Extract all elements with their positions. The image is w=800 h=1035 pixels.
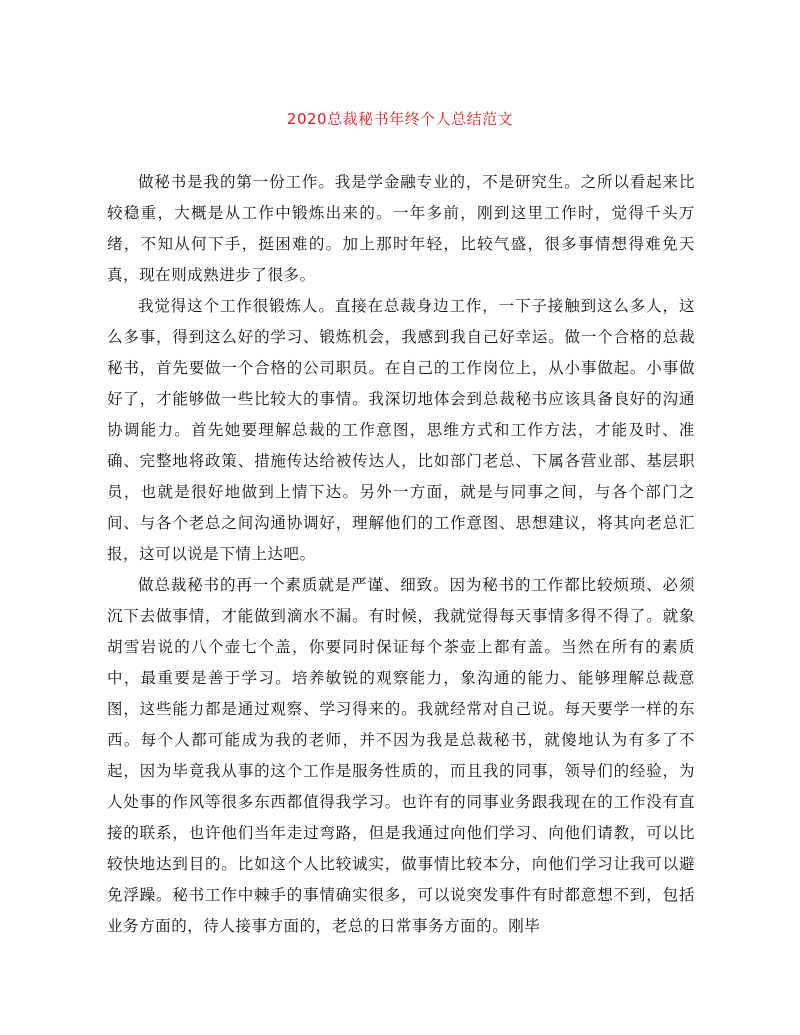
body-paragraph: 做秘书是我的第一份工作。我是学金融专业的，不是研究生。之所以看起来比较稳重，大概是从工作中锻炼出来的。一年多前，刚到这里工作时，觉得千头万绪，不知从何下手，挺困难的。加上那时年轻，比较气盛，很多事情想得难免天真，现在则成熟进步了很多。 (107, 173, 695, 284)
body-paragraph: 我觉得这个工作很锻炼人。直接在总裁身边工作，一下子接触到这么多人，这么多事，得到这么好的学习、锻炼机会，我感到我自己好幸运。做一个合格的总裁秘书，首先要做一个合格的公司职员。在自己的工作岗位上，从小事做起。小事做好了，才能够做一些比较大的事情。我深切地体会到总裁秘书应该具备良好的沟通协调能力。首先她要理解总裁的工作意图，思维方式和工作方法，才能及时、准确、完整地将政策、措施传达给被传达人，比如部门老总、下属各营业部、基层职员，也就是很好地做到上情下达。另外一方面，就是与同事之间，与各个部门之间、与各个老总之间沟通协调好，理解他们的工作意图、思想建议，将其向老总汇报，这可以说是下情上达吧。 (107, 297, 695, 563)
document-title: 2020总裁秘书年终个人总结范文 (286, 110, 514, 128)
document-body (107, 167, 695, 942)
body-paragraph: 做总裁秘书的再一个素质就是严谨、细致。因为秘书的工作都比较烦琐、必须沉下去做事情，才能做到滴水不漏。有时候，我就觉得每天事情多得不得了。就象胡雪岩说的八个壶七个盖，你要同时保证每个茶壶上都有盖。当然在所有的素质中，最重要是善于学习。培养敏锐的观察能力，象沟通的能力、能够理解总裁意图，这些能力都是通过观察、学习得来的。我就经常对自己说。每天要学一样的东西。每个人都可能成为我的老师，并不因为我是总裁秘书，就傻地认为有多了不起，因为毕竟我从事的这个工作是服务性质的，而且我的同事，领导们的经验，为人处事的作风等很多东西都值得我学习。也许有的同事业务跟我现在的工作没有直接的联系，也许他们当年走过弯路，但是我通过向他们学习、向他们请教，可以比较快地达到目的。比如这个人比较诚实，做事情比较本分，向他们学习让我可以避免浮躁。秘书工作中棘手的事情确实很多，可以说突发事件有时都意想不到，包括业务方面的，待人接事方面的，老总的日常事务方面的。刚毕 (107, 576, 695, 935)
